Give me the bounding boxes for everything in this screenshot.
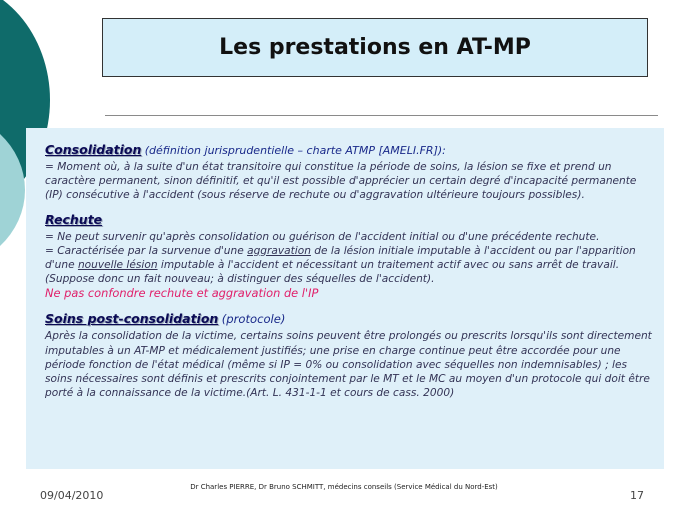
rechute-nouvelle-lesion-term: nouvelle lésion [77, 259, 158, 272]
footer-date: 09/04/2010 [40, 489, 104, 502]
soins-heading: Soins post-consolidation [45, 311, 219, 327]
consolidation-subtitle: (définition jurisprudentielle – charte ATMP [AMELI.FR]): [144, 144, 446, 157]
rechute-line-2 [45, 244, 654, 287]
consolidation-heading-line [45, 141, 654, 160]
section-gap [45, 203, 654, 211]
content-panel [26, 128, 664, 469]
footer-authors: Dr Charles PIERRE, Dr Bruno SCHMITT, médecins conseils (Service Médical du Nord-Est) [190, 483, 498, 491]
consolidation-definition: = Moment où, à la suite d'un état transitoire qui constitue la période de soins, la lésion se fixe et prend un caractère permanent, sinon définitif, et qu'il est possible d'apprécier un certain degré d'incapacité permanente (IP) consécutive à l'accident (sous réserve de rechute ou d'aggravation ultérieure toujours possibles). [45, 161, 637, 202]
slide-title: Les prestations en AT-MP [219, 35, 531, 60]
title-box [102, 18, 648, 77]
footer-page-number: 17 [630, 489, 644, 502]
rechute-line-2-b: de la lésion initiale imputable à l'accident ou par l'apparition d'une [45, 244, 636, 272]
rechute-heading: Rechute [45, 211, 103, 227]
soins-body: Après la consolidation de la victime, certains soins peuvent être prolongés ou prescrits lorsqu'ils sont directement imputables à un AT-MP et médicalement justifiés; une prise en charge continue peut être accordée pour une période fonction de l'état médical (même si IP = 0% ou consolidation avec séquelles non indemnisables) ; les soins nécessaires sont définis et prescrits conjointement par le MT et le MC au moyen d'un protocole qui doit être porté à la connaissance de la victime.(Art. L. 431-1-1 et cours de cass. 2000) [45, 330, 652, 400]
rechute-line-2-c: imputable à l'accident et nécessitant un traitement actif avec ou sans arrêt de travail. (Suppose donc un fait nouveau; à distinguer des séquelles de l'accident). [45, 259, 620, 286]
title-divider [105, 115, 658, 116]
soins-subtitle: (protocole) [221, 312, 286, 327]
rechute-line-1: = Ne peut survenir qu'après consolidation ou guérison de l'accident initial ou d'une précédente rechute. [45, 230, 600, 243]
consolidation-heading: Consolidation [45, 142, 142, 157]
rechute-line-2-a: = Caractérisée par la survenue d'une [45, 244, 248, 257]
rechute-aggravation-term: aggravation [247, 244, 311, 257]
soins-heading-line [45, 310, 654, 329]
rechute-warning: Ne pas confondre rechute et aggravation de l'IP [45, 286, 319, 301]
section-gap [45, 301, 654, 310]
rechute-heading-line [45, 211, 654, 230]
